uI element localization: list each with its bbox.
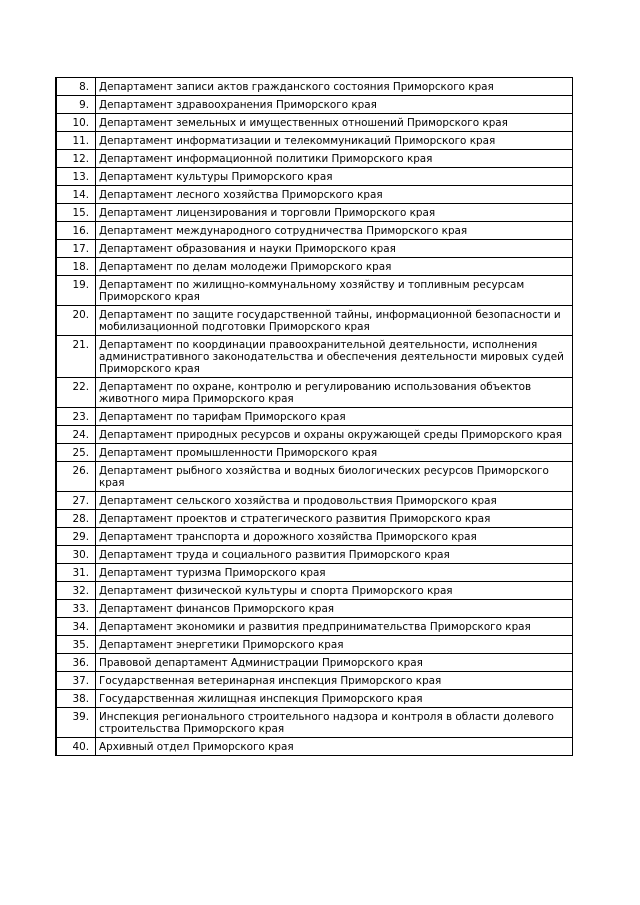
department-name: Департамент по защите государственной тайны, информационной безопасности и мобилизационной подготовки Приморского края xyxy=(96,306,573,336)
table-row xyxy=(56,708,573,738)
department-name: Департамент земельных и имущественных отношений Приморского края xyxy=(96,114,573,132)
table-row xyxy=(56,276,573,306)
row-number: 23. xyxy=(56,408,96,426)
department-name: Департамент культуры Приморского края xyxy=(96,168,573,186)
row-number: 14. xyxy=(56,186,96,204)
department-name: Департамент по жилищно-коммунальному хозяйству и топливным ресурсам Приморского края xyxy=(96,276,573,306)
row-number: 40. xyxy=(56,738,96,756)
department-name: Департамент по тарифам Приморского края xyxy=(96,408,573,426)
row-number: 38. xyxy=(56,690,96,708)
department-name: Департамент финансов Приморского края xyxy=(96,600,573,618)
table-row xyxy=(56,408,573,426)
row-number: 12. xyxy=(56,150,96,168)
row-number: 17. xyxy=(56,240,96,258)
department-name: Департамент сельского хозяйства и продовольствия Приморского края xyxy=(96,492,573,510)
table-row xyxy=(56,546,573,564)
table-row xyxy=(56,492,573,510)
row-number: 16. xyxy=(56,222,96,240)
table-row xyxy=(56,672,573,690)
table-row xyxy=(56,444,573,462)
row-number: 18. xyxy=(56,258,96,276)
row-number: 24. xyxy=(56,426,96,444)
row-number: 27. xyxy=(56,492,96,510)
department-name: Департамент записи актов гражданского состояния Приморского края xyxy=(96,78,573,96)
table-row xyxy=(56,582,573,600)
department-name: Департамент образования и науки Приморского края xyxy=(96,240,573,258)
table-row xyxy=(56,654,573,672)
table-row xyxy=(56,510,573,528)
row-number: 28. xyxy=(56,510,96,528)
table-row xyxy=(56,114,573,132)
department-name: Департамент лицензирования и торговли Приморского края xyxy=(96,204,573,222)
row-number: 29. xyxy=(56,528,96,546)
department-name: Департамент природных ресурсов и охраны окружающей среды Приморского края xyxy=(96,426,573,444)
departments-table xyxy=(55,77,573,756)
row-number: 10. xyxy=(56,114,96,132)
department-name: Департамент экономики и развития предпринимательства Приморского края xyxy=(96,618,573,636)
row-number: 31. xyxy=(56,564,96,582)
table-row xyxy=(56,528,573,546)
department-name: Департамент транспорта и дорожного хозяйства Приморского края xyxy=(96,528,573,546)
department-name: Департамент туризма Приморского края xyxy=(96,564,573,582)
department-name: Департамент по делам молодежи Приморского края xyxy=(96,258,573,276)
department-name: Правовой департамент Администрации Приморского края xyxy=(96,654,573,672)
row-number: 25. xyxy=(56,444,96,462)
row-number: 37. xyxy=(56,672,96,690)
table-row xyxy=(56,132,573,150)
department-name: Департамент труда и социального развития Приморского края xyxy=(96,546,573,564)
row-number: 34. xyxy=(56,618,96,636)
row-number: 13. xyxy=(56,168,96,186)
table-row xyxy=(56,78,573,96)
row-number: 11. xyxy=(56,132,96,150)
department-name: Департамент информационной политики Приморского края xyxy=(96,150,573,168)
table-row xyxy=(56,240,573,258)
department-name: Государственная жилищная инспекция Приморского края xyxy=(96,690,573,708)
row-number: 20. xyxy=(56,306,96,336)
row-number: 39. xyxy=(56,708,96,738)
row-number: 8. xyxy=(56,78,96,96)
department-name: Департамент по координации правоохранительной деятельности, исполнения административного законодательства и обеспечения деятельности мировых судей Приморского края xyxy=(96,336,573,378)
row-number: 19. xyxy=(56,276,96,306)
row-number: 22. xyxy=(56,378,96,408)
department-name: Департамент информатизации и телекоммуникаций Приморского края xyxy=(96,132,573,150)
department-name: Архивный отдел Приморского края xyxy=(96,738,573,756)
table-row xyxy=(56,378,573,408)
department-name: Департамент лесного хозяйства Приморского края xyxy=(96,186,573,204)
department-name: Государственная ветеринарная инспекция Приморского края xyxy=(96,672,573,690)
table-row xyxy=(56,204,573,222)
row-number: 33. xyxy=(56,600,96,618)
row-number: 26. xyxy=(56,462,96,492)
department-name: Департамент физической культуры и спорта Приморского края xyxy=(96,582,573,600)
row-number: 36. xyxy=(56,654,96,672)
row-number: 32. xyxy=(56,582,96,600)
row-number: 30. xyxy=(56,546,96,564)
table-row xyxy=(56,96,573,114)
table-row xyxy=(56,636,573,654)
table-row xyxy=(56,738,573,756)
department-name: Департамент здравоохранения Приморского края xyxy=(96,96,573,114)
table-row xyxy=(56,690,573,708)
table-row xyxy=(56,258,573,276)
table-row xyxy=(56,168,573,186)
row-number: 15. xyxy=(56,204,96,222)
row-number: 35. xyxy=(56,636,96,654)
table-row xyxy=(56,186,573,204)
table-row xyxy=(56,600,573,618)
department-name: Департамент энергетики Приморского края xyxy=(96,636,573,654)
department-name: Департамент проектов и стратегического развития Приморского края xyxy=(96,510,573,528)
table-row xyxy=(56,222,573,240)
row-number: 21. xyxy=(56,336,96,378)
table-row xyxy=(56,306,573,336)
table-row xyxy=(56,462,573,492)
department-name: Департамент рыбного хозяйства и водных биологических ресурсов Приморского края xyxy=(96,462,573,492)
table-row xyxy=(56,336,573,378)
row-number: 9. xyxy=(56,96,96,114)
department-name: Инспекция регионального строительного надзора и контроля в области долевого строительства Приморского края xyxy=(96,708,573,738)
table-row xyxy=(56,150,573,168)
department-name: Департамент промышленности Приморского края xyxy=(96,444,573,462)
department-name: Департамент по охране, контролю и регулированию использования объектов животного мира Приморского края xyxy=(96,378,573,408)
table-row xyxy=(56,426,573,444)
table-row xyxy=(56,564,573,582)
department-name: Департамент международного сотрудничества Приморского края xyxy=(96,222,573,240)
table-row xyxy=(56,618,573,636)
